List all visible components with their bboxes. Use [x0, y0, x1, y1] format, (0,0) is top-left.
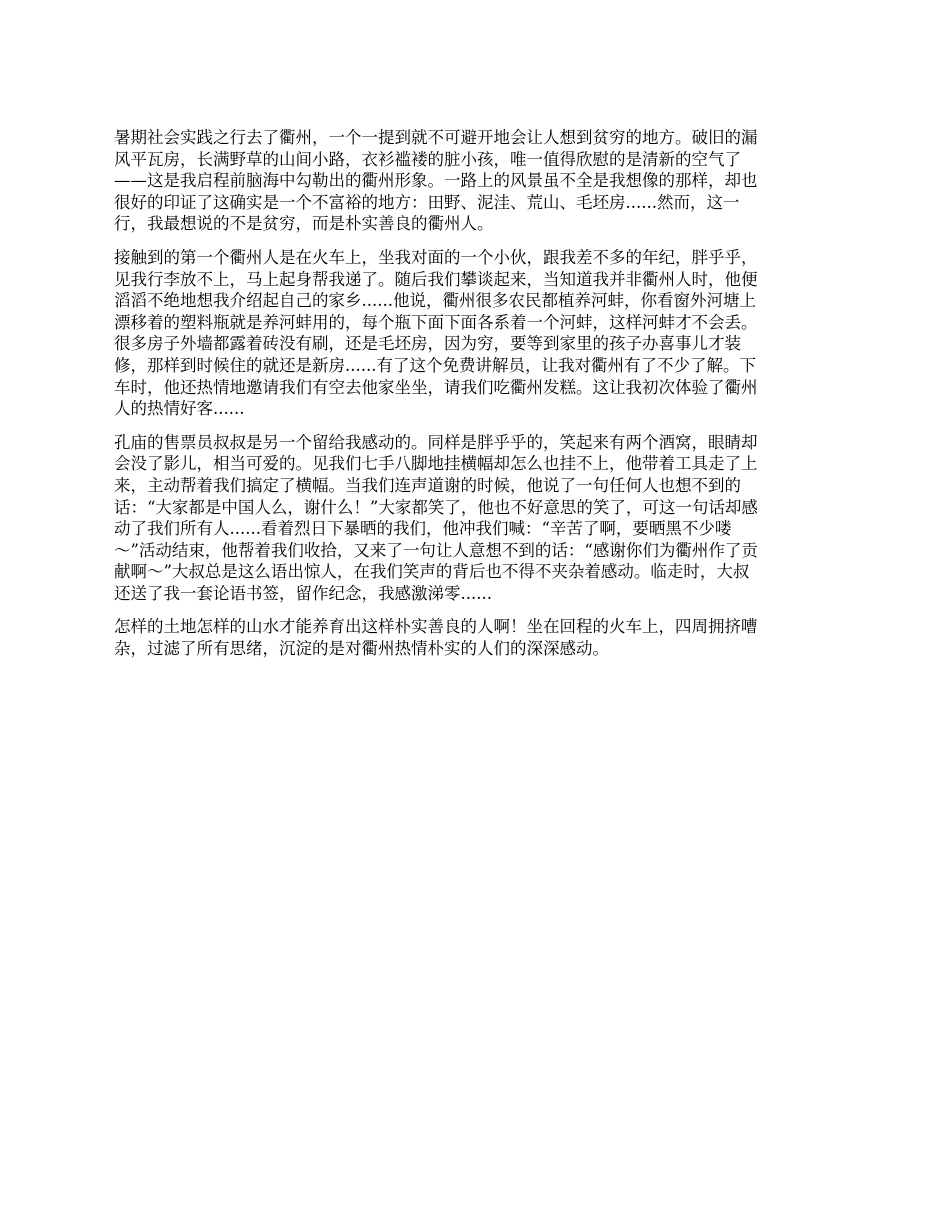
- text-line: 话：“大家都是中国人么，谢什么！”大家都笑了，他也不好意思的笑了，可这一句话却感: [114, 497, 758, 517]
- paragraph-conclusion: [114, 616, 840, 659]
- text-line: 怎样的土地怎样的山水才能养育出这样朴实善良的人啊！坐在回程的火车上，四周拥挤嘈: [114, 617, 758, 637]
- text-line: ～”活动结束，他帮着我们收拾，又来了一句让人意想不到的话：“感谢你们为衢州作了贡: [114, 540, 758, 560]
- text-line: 车时，他还热情地邀请我们有空去他家坐坐，请我们吃衢州发糕。这让我初次体验了衢州: [114, 377, 758, 397]
- text-line: 见我行李放不上，马上起身帮我递了。随后我们攀谈起来，当知道我并非衢州人时，他便: [114, 269, 758, 289]
- text-line: 会没了影儿，相当可爱的。见我们七手八脚地挂横幅却怎么也挂不上，他带着工具走了上: [114, 454, 758, 474]
- text-line: 滔滔不绝地想我介绍起自己的家乡......他说，衢州很多农民都植养河蚌，你看窗外河塘上: [114, 291, 756, 311]
- text-line: 修，那样到时候住的就还是新房......有了这个免费讲解员，让我对衢州有了不少了解。下: [114, 355, 756, 375]
- text-line: ——这是我启程前脑海中勾勒出的衢州形象。一路上的风景虽不全是我想像的那样，却也: [114, 171, 758, 191]
- text-line: 还送了我一套论语书签，留作纪念，我感激涕零......: [114, 583, 492, 603]
- text-line: 来，主动帮着我们搞定了横幅。当我们连声道谢的时候，他说了一句任何人也想不到的: [114, 475, 741, 495]
- text-line: 接触到的第一个衢州人是在火车上，坐我对面的一个小伙，跟我差不多的年纪，胖乎乎，: [114, 247, 758, 267]
- paragraph-intro: [114, 127, 840, 235]
- text-line: 风平瓦房，长满野草的山间小路，衣衫褴褛的脏小孩，唯一值得欣慰的是清新的空气了: [114, 149, 741, 169]
- text-line: 漂移着的塑料瓶就是养河蚌用的，每个瓶下面下面各系着一个河蚌，这样河蚌才不会丢。: [114, 312, 758, 332]
- paragraph-temple-ticket-seller: [114, 432, 840, 605]
- text-line: 暑期社会实践之行去了衢州，一个一提到就不可避开地会让人想到贫穷的地方。破旧的漏: [114, 128, 758, 147]
- text-line: 杂，过滤了所有思绪，沉淀的是对衢州热情朴实的人们的深深感动。: [114, 639, 609, 659]
- text-line: 很多房子外墙都露着砖没有刷，还是毛坯房，因为穷，要等到家里的孩子办喜事儿才装: [114, 334, 741, 354]
- text-line: 献啊～”大叔总是这么语出惊人，在我们笑声的背后也不得不夹杂着感动。临走时，大叔: [114, 562, 750, 582]
- text-line: 人的热情好客......: [114, 399, 245, 419]
- text-line: 动了我们所有人......看着烈日下暴晒的我们，他冲我们喊：“辛苦了啊，要晒黑不少喽: [114, 519, 732, 539]
- text-line: 很好的印证了这确实是一个不富裕的地方：田野、泥洼、荒山、毛坯房......然而，这一: [114, 192, 740, 212]
- paragraph-train-encounter: [114, 247, 840, 420]
- text-line: 孔庙的售票员叔叔是另一个留给我感动的。同样是胖乎乎的，笑起来有两个酒窝，眼睛却: [114, 432, 758, 452]
- document-page: [114, 127, 840, 672]
- text-line: 行，我最想说的不是贫穷，而是朴实善良的衢州人。: [114, 214, 494, 234]
